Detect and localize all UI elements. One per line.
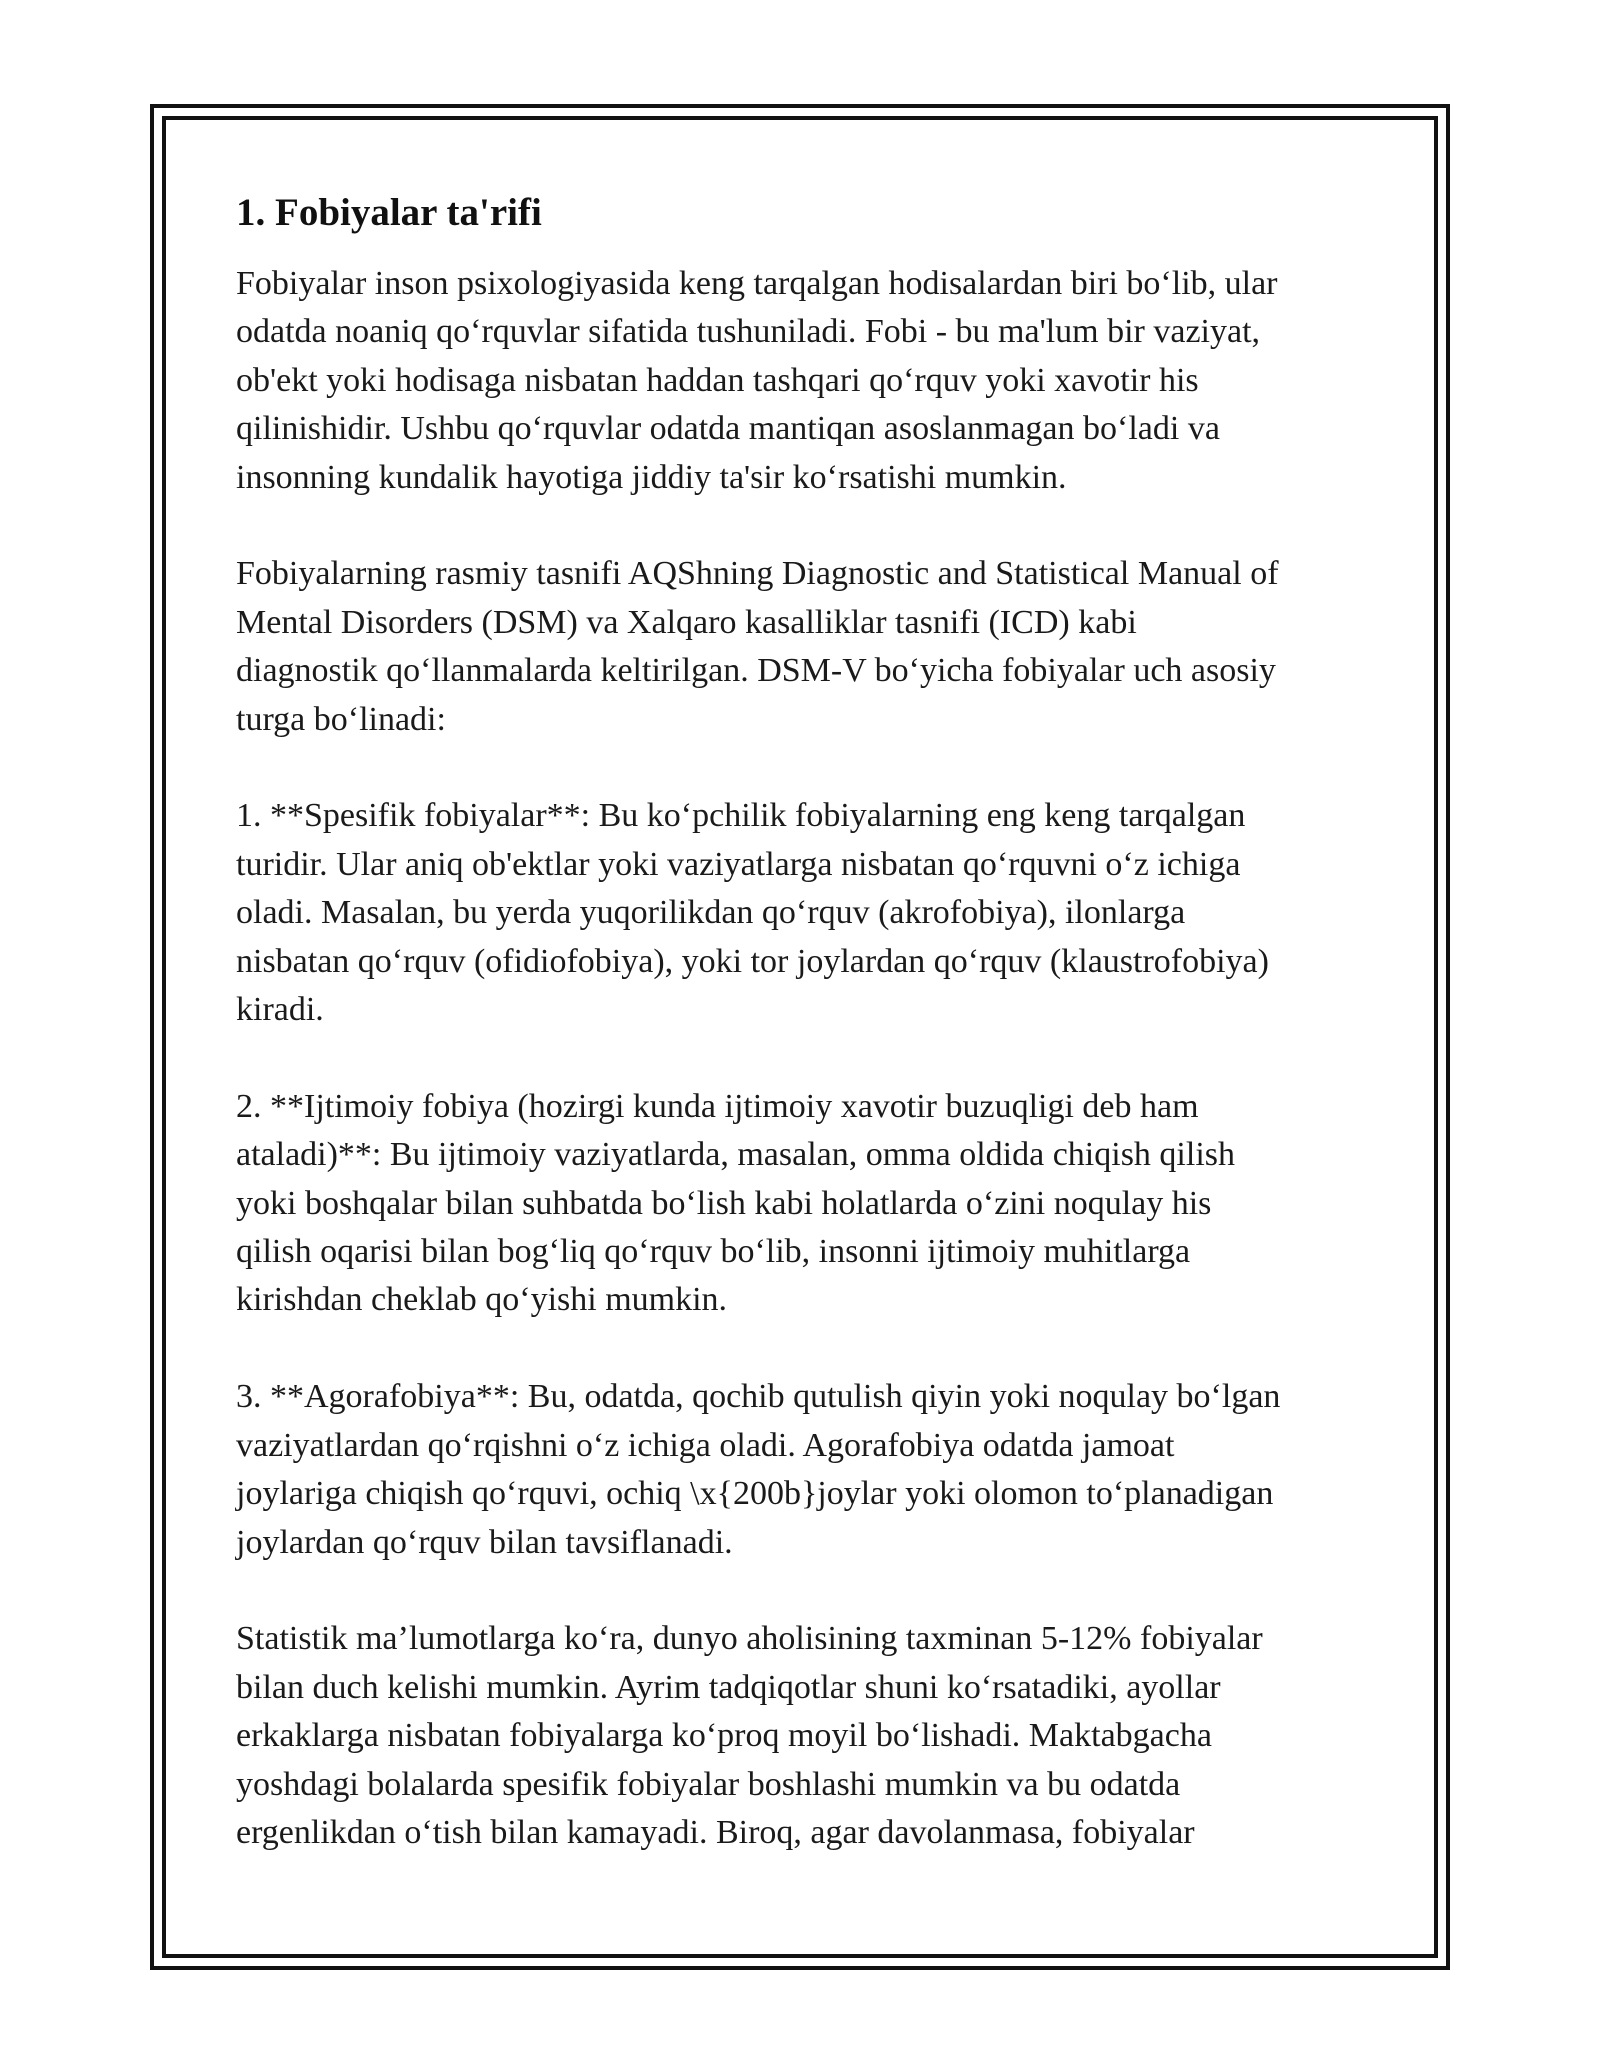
paragraph-classification: Fobiyalarning rasmiy tasnifi AQShning Diagnostic and Statistical Manual of Mental Disorders (DSM) va Xalqaro kasalliklar tasnifi (ICD) kabi diagnostik qo‘llanmalarda keltirilgan. DSM-V bo‘yicha fobiyalar uch asosiy turga bo‘linadi: (236, 555, 1279, 738)
list-item-social-phobia: 2. **Ijtimoiy fobiya (hozirgi kunda ijtimoiy xavotir buzuqligi deb ham ataladi)**: Bu ijtimoiy vaziyatlarda, masalan, omma oldida chiqish qilish yoki boshqalar bilan suhbatda bo‘lish kabi holatlarda o‘zini noqulay his qilish oqarisi bilan bog‘liq qo‘rquv bo‘lib, insonni ijtimoiy muhitlarga kirishdan cheklab qo‘yishi mumkin. (236, 1087, 1235, 1319)
paragraph-definition: Fobiyalar inson psixologiyasida keng tarqalgan hodisalardan biri bo‘lib, ular odatda noaniq qo‘rquvlar sifatida tushuniladi. Fobi - bu ma'lum bir vaziyat, ob'ekt yoki hodisaga nisbatan haddan tashqari qo‘rquv yoki xavotir his qilinishidir. Ushbu qo‘rquvlar odatda mantiqan asoslanmagan bo‘ladi va insonning kundalik hayotiga jiddiy ta'sir ko‘rsatishi mumkin. (236, 265, 1278, 496)
list-item-agoraphobia: 3. **Agorafobiya**: Bu, odatda, qochib qutulish qiyin yoki noqulay bo‘lgan vaziyatlardan qo‘rqishni o‘z ichiga oladi. Agorafobiya odatda jamoat joylariga chiqish qo‘rquvi, ochiq \x{200b}joylar yoki olomon to‘planadigan joylardan qo‘rquv bilan tavsiflanadi. (236, 1378, 1281, 1561)
list-item-specific-phobias: 1. **Spesifik fobiyalar**: Bu ko‘pchilik fobiyalarning eng keng tarqalgan turidir. Ular aniq ob'ektlar yoki vaziyatlarga nisbatan qo‘rquvni o‘z ichiga oladi. Masalan, bu yerda yuqorilikdan qo‘rquv (akrofobiya), ilonlarga nisbatan qo‘rquv (ofidiofobiya), yoki tor joylardan qo‘rquv (klaustrofobiya) kiradi. (236, 797, 1269, 1029)
section-heading: 1. Fobiyalar ta'rifi (236, 191, 542, 234)
document-body (236, 186, 1376, 1857)
paragraph-statistics: Statistik ma’lumotlarga ko‘ra, dunyo aholisining taxminan 5-12% fobiyalar bilan duch kelishi mumkin. Ayrim tadqiqotlar shuni ko‘rsatadiki, ayollar erkaklarga nisbatan fobiyalarga ko‘proq moyil bo‘lishadi. Maktabgacha yoshdagi bolalarda spesifik fobiyalar boshlashi mumkin va bu odatda ergenlikdan o‘tish bilan kamayadi. Biroq, agar davolanmasa, fobiyalar (236, 1620, 1263, 1851)
